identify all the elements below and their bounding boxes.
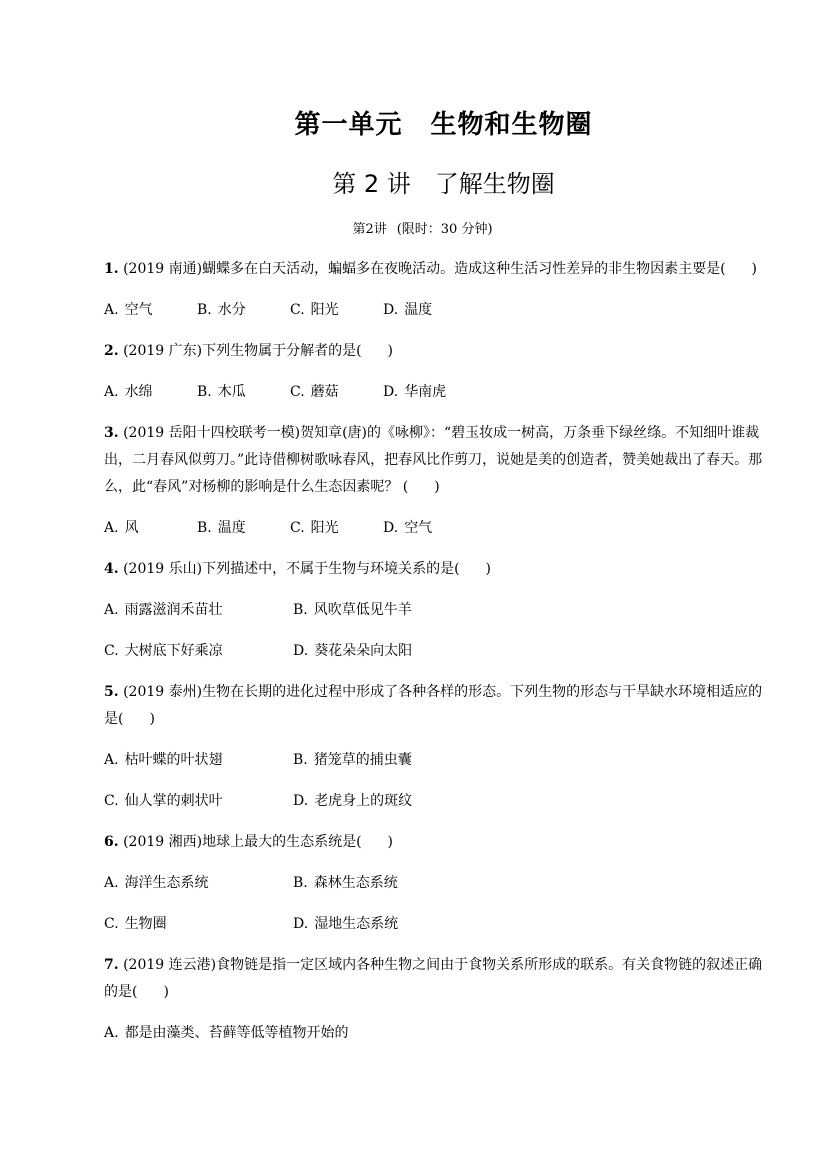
option-text: 老虎身上的斑纹 xyxy=(314,793,413,809)
question-text: (2019 连云港)食物链是指一定区域内各种生物之间由于食物关系所形成的联系。有关食物链的叙述正确的是( xyxy=(104,957,763,1000)
option-d[interactable] xyxy=(293,638,482,665)
question-paren-close: ) xyxy=(387,834,394,850)
question-number: 6. xyxy=(104,834,119,850)
option-text: 海洋生态系统 xyxy=(124,875,209,891)
option-text: 猪笼草的捕虫囊 xyxy=(313,752,412,768)
option-c[interactable] xyxy=(290,297,383,324)
option-letter: A. xyxy=(104,1025,119,1041)
question-number: 5. xyxy=(104,684,119,700)
option-b[interactable] xyxy=(197,515,290,542)
option-text: 温度 xyxy=(404,302,433,318)
question-7-options xyxy=(104,1020,764,1047)
option-text: 雨露滋润禾苗壮 xyxy=(124,602,223,618)
option-letter: A. xyxy=(104,520,119,536)
option-d[interactable] xyxy=(383,297,476,324)
option-text: 都是由藻类、苔藓等低等植物开始的 xyxy=(124,1025,349,1041)
option-a[interactable] xyxy=(104,379,197,406)
option-d[interactable] xyxy=(293,788,482,815)
option-b[interactable] xyxy=(293,597,482,624)
question-5-options-row-1 xyxy=(104,747,764,774)
question-1 xyxy=(104,256,764,283)
option-text: 温度 xyxy=(217,520,246,536)
option-text: 风吹草低见牛羊 xyxy=(313,602,412,618)
question-paren-close: ) xyxy=(149,711,155,727)
option-letter: B. xyxy=(197,520,212,536)
option-text: 森林生态系统 xyxy=(313,875,398,891)
question-5-options-row-2 xyxy=(104,788,764,815)
option-letter: B. xyxy=(293,875,308,891)
question-6 xyxy=(104,829,764,856)
option-letter: B. xyxy=(197,302,212,318)
option-b[interactable] xyxy=(293,747,482,774)
option-letter: C. xyxy=(104,643,119,659)
option-letter: A. xyxy=(104,602,119,618)
option-a[interactable] xyxy=(104,515,197,542)
question-4-options-row-2 xyxy=(104,638,764,665)
option-c[interactable] xyxy=(104,638,293,665)
option-a[interactable] xyxy=(104,597,293,624)
question-text: (2019 湘西)地球上最大的生态系统是( xyxy=(123,834,362,850)
question-number: 2. xyxy=(104,343,119,359)
question-text: (2019 岳阳十四校联考一模)贺知章(唐)的《咏柳》：“碧玉妆成一树高，万条垂下绿丝绦。不知细叶谁裁出，二月春风似剪刀。”此诗借柳树歌咏春风，把春风比作剪刀，说她是美的创造者，赞美她裁出了春天。那么，此“春风”对杨柳的影响是什么生态因素呢？ ( xyxy=(104,425,763,495)
question-text: (2019 泰州)生物在长期的进化过程中形成了各种各样的形态。下列生物的形态与干旱缺水环境相适应的是( xyxy=(104,684,763,727)
option-letter: B. xyxy=(293,602,308,618)
time-lesson-label: 第2讲 xyxy=(352,222,387,237)
unit-name: 生物和生物圈 xyxy=(430,110,593,140)
option-letter: A. xyxy=(104,875,119,891)
lesson-number: 第 2 讲 xyxy=(332,170,411,198)
option-b[interactable] xyxy=(197,379,290,406)
option-letter: C. xyxy=(290,302,305,318)
option-letter: A. xyxy=(104,384,119,400)
option-letter: D. xyxy=(383,520,399,536)
question-text: (2019 乐山)下列描述中，不属于生物与环境关系的是( xyxy=(123,561,460,577)
option-d[interactable] xyxy=(383,379,476,406)
question-text: (2019 广东)下列生物属于分解者的是( xyxy=(123,343,362,359)
option-letter: D. xyxy=(383,302,399,318)
option-text: 蘑菇 xyxy=(310,384,339,400)
unit-title xyxy=(0,104,827,141)
option-text: 木瓜 xyxy=(217,384,246,400)
question-number: 7. xyxy=(104,957,119,973)
option-letter: D. xyxy=(293,643,309,659)
question-4-options-row-1 xyxy=(104,597,764,624)
question-1-options xyxy=(104,297,764,324)
option-text: 大树底下好乘凉 xyxy=(124,643,223,659)
option-b[interactable] xyxy=(197,297,290,324)
question-paren-close: ) xyxy=(485,561,492,577)
option-text: 华南虎 xyxy=(404,384,447,400)
question-paren-close: ) xyxy=(163,984,169,1000)
option-letter: C. xyxy=(290,520,305,536)
option-letter: C. xyxy=(290,384,305,400)
option-text: 阳光 xyxy=(310,520,339,536)
option-text: 葵花朵朵向太阳 xyxy=(314,643,413,659)
option-text: 空气 xyxy=(124,302,153,318)
question-6-options-row-1 xyxy=(104,870,764,897)
option-d[interactable] xyxy=(293,911,482,938)
question-2-options xyxy=(104,379,764,406)
option-text: 仙人掌的刺状叶 xyxy=(124,793,223,809)
question-7 xyxy=(104,952,764,1006)
question-6-options-row-2 xyxy=(104,911,764,938)
question-3-options xyxy=(104,515,764,542)
question-5 xyxy=(104,679,764,733)
option-text: 水分 xyxy=(217,302,246,318)
option-letter: D. xyxy=(293,916,309,932)
option-text: 湿地生态系统 xyxy=(314,916,399,932)
question-paren-close: ) xyxy=(751,261,758,277)
question-text: (2019 南通)蝴蝶多在白天活动，蝙蝠多在夜晚活动。造成这种生活习性差异的非生物因素主要是( xyxy=(123,261,726,277)
option-letter: D. xyxy=(293,793,309,809)
option-text: 空气 xyxy=(404,520,433,536)
time-limit: (限时：30 分钟) xyxy=(396,222,493,237)
option-a[interactable] xyxy=(104,297,197,324)
question-2 xyxy=(104,338,764,365)
option-text: 生物圈 xyxy=(124,916,167,932)
unit-number: 第一单元 xyxy=(294,110,403,140)
option-a[interactable] xyxy=(104,747,293,774)
question-paren-close: ) xyxy=(434,479,440,495)
option-b[interactable] xyxy=(293,870,482,897)
option-text: 阳光 xyxy=(310,302,339,318)
option-letter: B. xyxy=(293,752,308,768)
option-c[interactable] xyxy=(290,515,383,542)
option-letter: A. xyxy=(104,752,119,768)
option-letter: A. xyxy=(104,302,119,318)
option-text: 风 xyxy=(124,520,139,536)
option-c[interactable] xyxy=(290,379,383,406)
option-text: 水绵 xyxy=(124,384,153,400)
option-c[interactable] xyxy=(104,911,293,938)
option-c[interactable] xyxy=(104,788,293,815)
question-number: 4. xyxy=(104,561,119,577)
option-d[interactable] xyxy=(383,515,476,542)
option-letter: C. xyxy=(104,916,119,932)
option-a[interactable] xyxy=(104,870,293,897)
question-number: 3. xyxy=(104,425,119,441)
question-paren-close: ) xyxy=(387,343,394,359)
option-text: 枯叶蝶的叶状翅 xyxy=(124,752,223,768)
question-4 xyxy=(104,556,764,583)
option-letter: B. xyxy=(197,384,212,400)
time-limit-line xyxy=(0,218,827,237)
option-letter: C. xyxy=(104,793,119,809)
lesson-name: 了解生物圈 xyxy=(434,170,555,198)
option-letter: D. xyxy=(383,384,399,400)
option-a[interactable] xyxy=(104,1020,349,1047)
question-number: 1. xyxy=(104,261,119,277)
question-3 xyxy=(104,420,764,501)
lesson-title xyxy=(0,164,827,199)
